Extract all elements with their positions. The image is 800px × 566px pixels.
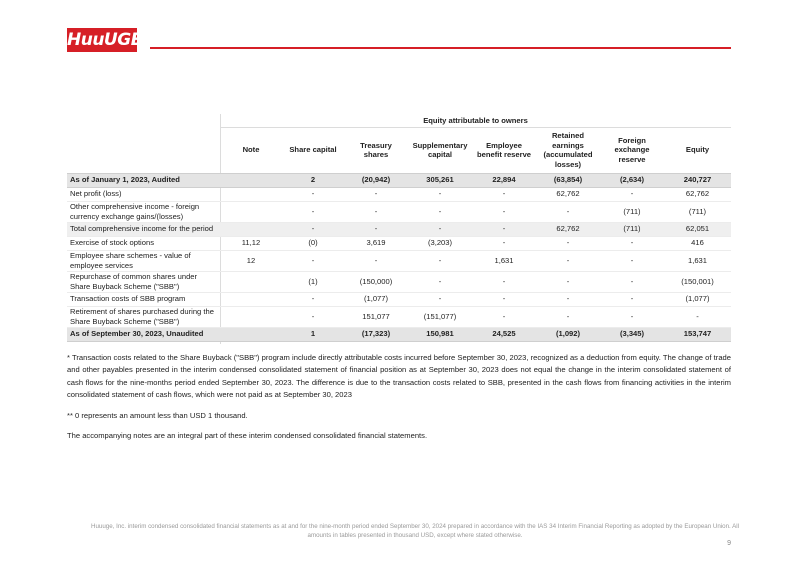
- page-number: 9: [727, 540, 731, 547]
- huuuge-logo: HuuUGE: [67, 30, 142, 50]
- table-row: Repurchase of common shares under Share Buyback Scheme ("SBB") (1) (150,000) - - - - (150,001): [67, 271, 731, 292]
- table-row: Retirement of shares purchased during the Share Buyback Scheme ("SBB") - 151,077 (151,077) - - - -: [67, 306, 731, 327]
- group-header: Equity attributable to owners: [423, 115, 528, 125]
- table-row: Employee share schemes - value of employee services 12 - - - 1,631 - - 1,631: [67, 250, 731, 271]
- header-rule: [150, 47, 731, 49]
- col-header-equity: Equity: [664, 127, 731, 173]
- notes-section: [67, 352, 731, 452]
- table-row: As of January 1, 2023, Audited 2 (20,942) 305,261 22,894 (63,854) (2,634) 240,727: [67, 173, 731, 187]
- col-header-foreign-exchange-reserve: Foreign exchange reserve: [600, 127, 664, 173]
- col-header-note: Note: [220, 127, 282, 173]
- col-header-retained-earnings: Retained earnings (accumulated losses): [536, 127, 600, 173]
- col-header-employee-benefit-reserve: Employee benefit reserve: [472, 127, 536, 173]
- integral-part-note: The accompanying notes are an integral part of these interim condensed consolidated financial statements.: [67, 431, 428, 441]
- table-row: Other comprehensive income - foreign currency exchange gains/(losses) - - - - - (711) (711): [67, 201, 731, 222]
- table-row: Total comprehensive income for the period - - - - 62,762 (711) 62,051: [67, 222, 731, 236]
- table-row: Net profit (loss) - - - - 62,762 - 62,762: [67, 187, 731, 201]
- col-header-supplementary-capital: Supplementary capital: [408, 127, 472, 173]
- equity-table: [67, 114, 731, 342]
- col-header-treasury-shares: Treasury shares: [344, 127, 408, 173]
- col-header-share-capital: Share capital: [282, 127, 344, 173]
- table-row: Transaction costs of SBB program - (1,077) - - - - (1,077): [67, 292, 731, 306]
- transaction-costs-note: * Transaction costs related to the Share Buyback ("SBB") program include directly attributable costs incurred before September 30, 2023, recognized as a deduction from equity. The change of trade and other payables presented in the interim condensed consolidated statement of financial position as at September 30, 2023 does not equal the change in the interim consolidated statement of cash flows for the nine-months period ended September 30, 2023. The difference is due to the transaction costs related to SBB, presented in the cash flows from financing activities in the interim consolidated statement of cash flows, which were not paid as at September 30, 2023: [67, 353, 731, 400]
- table-row: Exercise of stock options 11,12 (0) 3,619 (3,203) - - - 416: [67, 236, 731, 250]
- table-row: As of September 30, 2023, Unaudited 1 (17,323) 150,981 24,525 (1,092) (3,345) 153,747: [67, 327, 731, 341]
- page-footer: Huuuge, Inc. interim condensed consolidated financial statements as at and for the nine-month period ended September 30, 2024 prepared in accordance with the IAS 34 Interim Financial Reporting as adopted by the European Union. All amounts in tables presented in thousand USD, except where stated otherwise.: [90, 523, 740, 539]
- zero-amount-note: ** 0 represents an amount less than USD 1 thousand.: [67, 410, 248, 420]
